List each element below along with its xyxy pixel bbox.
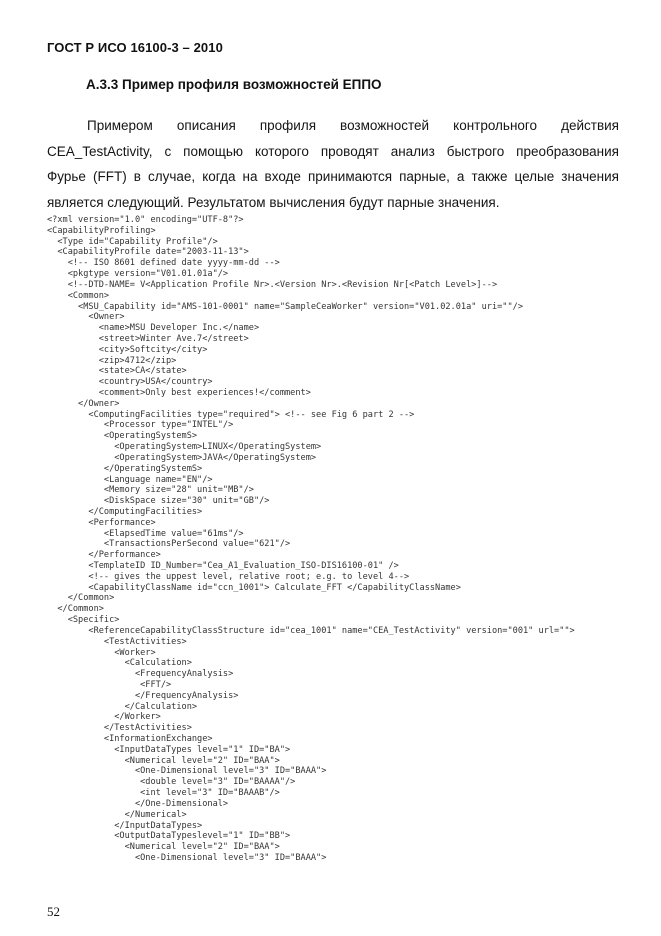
code-line: </InputDataTypes> [47, 820, 203, 831]
code-line: <Processor type="INTEL"/> [47, 420, 234, 431]
code-line: <int level="3" ID="BAAAB"/> [47, 788, 280, 799]
code-line: <TransactionsPerSecond value="621"/> [47, 539, 291, 550]
paragraph-line: является следующий. Результатом вычисления будут парные значения. [47, 194, 500, 210]
code-line: <name>MSU Developer Inc.</name> [47, 323, 260, 334]
code-line: <OperatingSystem>JAVA</OperatingSystem> [47, 452, 317, 463]
code-line: </Calculation> [47, 701, 198, 712]
code-line: <ElapsedTime value="61ms"/> [47, 528, 244, 539]
code-line: <Worker> [47, 647, 156, 658]
code-line: <zip>4712</zip> [47, 355, 177, 366]
xml-code-listing [47, 215, 647, 864]
code-line: </Owner> [47, 398, 120, 409]
code-line: <OperatingSystem>LINUX</OperatingSystem> [47, 442, 322, 453]
code-line: <CapabilityProfiling> [47, 225, 156, 236]
code-line: <Type id="Capability Profile"/> [47, 236, 218, 247]
code-line: <Numerical level="2" ID="BAA"> [47, 755, 280, 766]
code-line: <Numerical level="2" ID="BAA"> [47, 842, 280, 853]
code-line: </Worker> [47, 712, 161, 723]
intro-paragraph [47, 113, 619, 215]
code-line: <TemplateID ID_Number="Cea_A1_Evaluation_ISO-DIS16100-01" /> [47, 561, 399, 571]
code-line: <ComputingFacilities type="required"> <!-- see Fig 6 part 2 --> [47, 409, 415, 420]
code-line: <Specific> [47, 615, 120, 626]
code-line: <One-Dimensional level="3" ID="BAAA"> [47, 766, 327, 777]
code-line: <!-- ISO 8601 defined date yyyy-mm-dd --> [47, 258, 280, 269]
code-line: <Performance> [47, 517, 156, 528]
paragraph-line: Примером описания профиля возможностей контрольного действия [87, 118, 619, 133]
code-line: <state>CA</state> [47, 366, 187, 377]
code-line: <MSU_Capability id="AMS-101-0001" name="SampleCeaWorker" version="V01.02.01a" uri=""/> [47, 301, 523, 312]
code-line: <street>Winter Ave.7</street> [47, 333, 249, 344]
code-line: </Numerical> [47, 809, 187, 820]
page-number: 52 [47, 904, 60, 919]
code-line: <city>Softcity</city> [47, 344, 208, 355]
code-line: <CapabilityProfile date="2003-11-13"> [47, 247, 249, 258]
code-line: <InformationExchange> [47, 734, 213, 744]
code-line: <CapabilityClassName id="ccn_1001"> Calculate_FFT </CapabilityClassName> [47, 582, 461, 593]
code-line: <!--DTD-NAME= V<Application Profile Nr>.<Version Nr>.<Revision Nr[<Patch Level>]--> [47, 279, 498, 290]
code-line: <ReferenceCapabilityClassStructure id="cea_1001" name="CEA_TestActivity" version="001" url=""> [47, 625, 575, 636]
code-line: <FFT/> [47, 679, 172, 690]
code-line: <FrequencyAnalysis> [47, 669, 234, 680]
paragraph-line: CEA_TestActivity, с помощью которого проводят анализ быстрого преобразования [47, 143, 619, 159]
code-line: <!-- gives the uppest level, relative root; e.g. to level 4--> [47, 571, 410, 582]
section-title: А.3.3 Пример профиля возможностей ЕППО [86, 77, 382, 92]
code-line: </One-Dimensional> [47, 798, 229, 809]
code-line: </TestActivities> [47, 723, 192, 734]
code-line: <Language name="EN"/> [47, 474, 213, 485]
code-line: <?xml version="1.0" encoding="UTF-8"?> [47, 215, 244, 225]
code-line: <OutputDataTypeslevel="1" ID="BB"> [47, 831, 291, 842]
code-line: </Common> [47, 604, 104, 615]
code-line: <DiskSpace size="30" unit="GB"/> [47, 496, 270, 507]
code-line: </ComputingFacilities> [47, 506, 203, 517]
code-line: <pkgtype version="V01.01.01a"/> [47, 269, 229, 280]
code-line: <comment>Only best experiences!</comment> [47, 388, 311, 398]
code-line: <Owner> [47, 312, 125, 323]
code-line: <double level="3" ID="BAAAA"/> [47, 777, 296, 788]
code-line: <country>USA</country> [47, 377, 213, 388]
code-line: <Common> [47, 290, 110, 301]
code-line: <Memory size="28" unit="MB"/> [47, 485, 254, 496]
paragraph-line: Фурье (FFT) в случае, когда на входе принимаются парные, а также целые значения [47, 169, 619, 184]
code-line: </OperatingSystemS> [47, 463, 203, 474]
document-header: ГОСТ Р ИСО 16100-3 – 2010 [47, 40, 223, 55]
code-line: </Common> [47, 593, 115, 604]
code-line: </FrequencyAnalysis> [47, 690, 239, 701]
code-line: <One-Dimensional level="3" ID="BAAA"> [47, 852, 327, 863]
code-line: <TestActivities> [47, 636, 187, 647]
code-line: <Calculation> [47, 658, 192, 669]
code-line: <InputDataTypes level="1" ID="BA"> [47, 744, 291, 755]
code-line: <OperatingSystemS> [47, 431, 198, 442]
code-line: </Performance> [47, 550, 161, 561]
